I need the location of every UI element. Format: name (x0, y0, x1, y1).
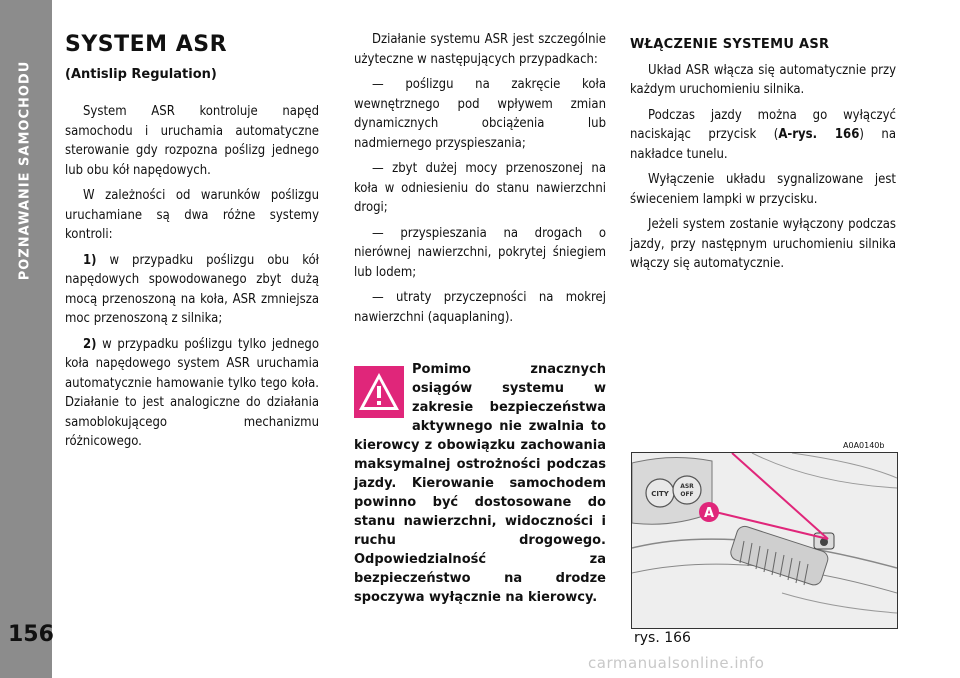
paragraph: Jeżeli system zostanie wyłączony podczas jazdy, przy następnym uruchomieniu silnika włączy się automatycznie. (630, 217, 896, 271)
warning-text: Pomimo znacznych osiągów systemu w zakresie bezpieczeństwa aktywnego nie zwalnia to kierowcy z obowiązku zachowania maksymalnej ostrożności podczas jazdy. Kierowanie samochodem powinno być dostosowane do stanu nawierzchni, widoczności i ruchu drogowego. Odpowiedzialność za bezpieczeństwo na drodze spoczywa wyłącznie na kierowcy. (354, 362, 606, 605)
figure-caption: rys. 166 (634, 630, 691, 646)
list-text: w przypadku poślizgu tylko jednego koła napędowego system ASR uruchamia automatycznie hamowanie tylko tego koła. Działanie to jest analogiczne do działania samoblokującego mechanizmu różnicowego. (65, 336, 319, 449)
button-asr-label: ASR (680, 483, 694, 490)
watermark: carmanualsonline.info (588, 654, 765, 672)
paragraph: Wyłączenie układu sygnalizowane jest świeceniem lampki w przycisku. (630, 172, 896, 207)
page-number: 156 (8, 622, 54, 647)
section-heading: WŁĄCZENIE SYSTEMU ASR (630, 37, 830, 52)
list-item (65, 335, 319, 452)
callout-letter: A (703, 506, 715, 521)
sidebar-label: POZNAWANIE SAMOCHODU (17, 60, 33, 280)
paragraph: — utraty przyczepności na mokrej nawierzchni (aquaplaning). (354, 290, 606, 325)
paragraph: Układ ASR włącza się automatycznie przy każdym uruchomieniu silnika. (630, 62, 896, 97)
figure-code: A0A0140b (843, 441, 885, 450)
paragraph: System ASR kontroluje napęd samochodu i uruchamia automatyczne sterowanie gdy rozpozna poślizg jednego lub obu kół napędowych. (65, 104, 319, 178)
figure-reference: A-rys. 166 (778, 127, 860, 142)
column-1 (65, 30, 319, 458)
paragraph: — zbyt dużej mocy przenoszonej na koła w odniesieniu do stanu nawierzchni drogi; (354, 161, 606, 215)
sidebar-band (0, 0, 52, 678)
warning-box (354, 360, 606, 607)
button-off-label: OFF (680, 491, 694, 498)
paragraph: W zależności od warunków poślizgu uruchamiane są dwa różne systemy kontroli: (65, 188, 319, 242)
column-3 (630, 30, 896, 280)
list-item (65, 251, 319, 329)
paragraph: — poślizgu na zakręcie koła wewnętrznego pod wpływem zmian dynamicznych obciążenia lub nadmiernego przyspieszania; (354, 77, 606, 151)
section-title: SYSTEM ASR (65, 32, 228, 57)
paragraph: Działanie systemu ASR jest szczególnie użyteczne w następujących przypadkach: (354, 32, 606, 67)
list-text: w przypadku poślizgu obu kół napędowych spowodowanego zbyt dużą mocą przenoszoną na koła, ASR zmniejsza moc przenoszoną z silnika; (65, 252, 319, 326)
list-number: 2) (83, 336, 97, 352)
paragraph: Podczas jazdy można go wyłączyć naciskając przycisk (A-rys. 166) na nakładce tunelu. (630, 107, 896, 162)
figure-tunnel-console (631, 452, 898, 629)
console-illustration (632, 453, 897, 628)
section-subtitle: (Antislip Regulation) (65, 66, 217, 82)
warning-triangle-icon (354, 366, 404, 418)
paragraph: — przyspieszania na drogach o nierównej nawierzchni, pokrytej śniegiem lub lodem; (354, 225, 606, 280)
button-city-label: CITY (651, 490, 669, 498)
list-number: 1) (83, 252, 97, 268)
column-2 (354, 30, 606, 333)
